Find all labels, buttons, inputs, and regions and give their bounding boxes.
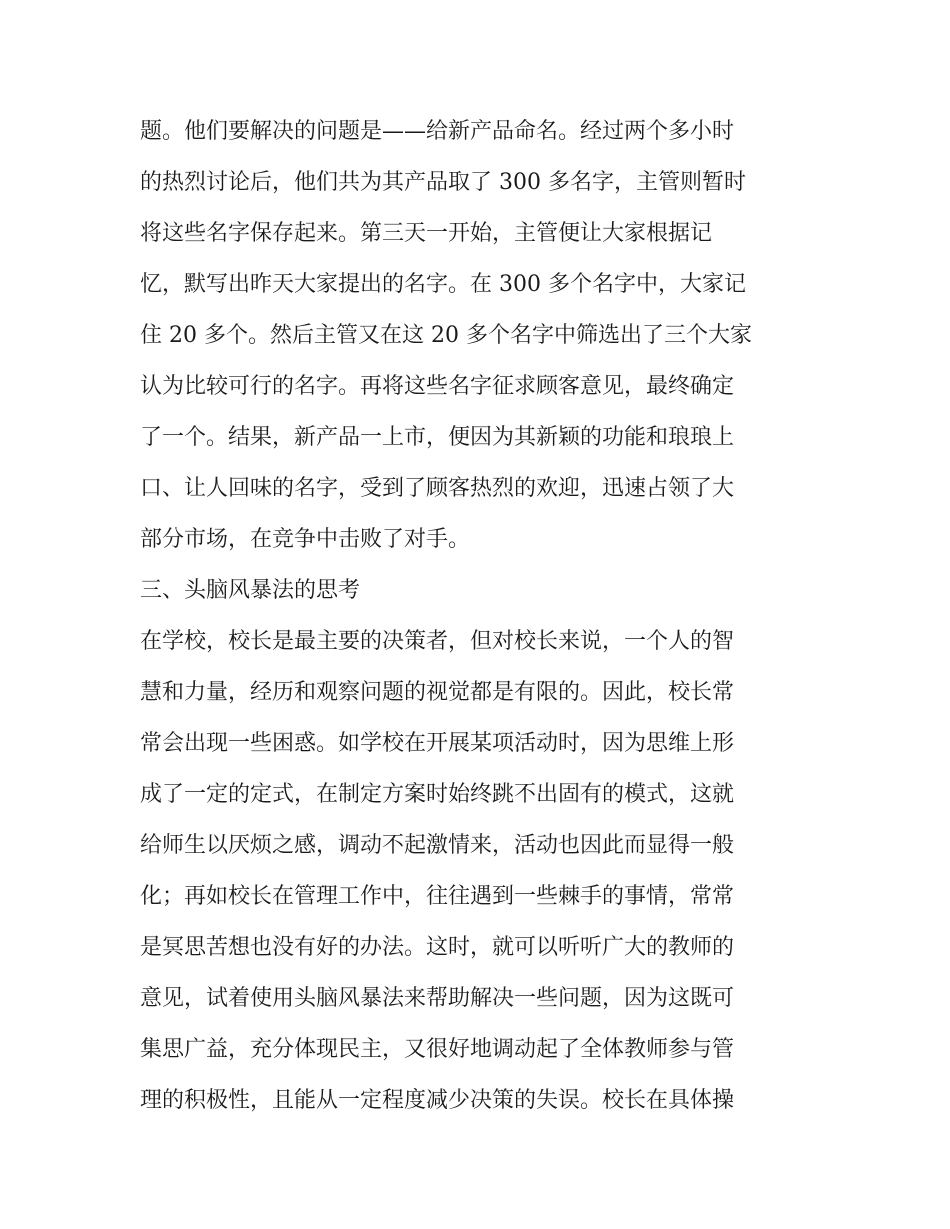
text-line: 部分市场，在竞争中击败了对手。 [140,527,471,552]
text-line: 了一个。结果，新产品一上市，便因为其新颖的功能和琅琅上 [140,425,735,450]
text-line: 理的积极性，且能从一定程度减少决策的失误。校长在具体操 [140,1088,735,1113]
text-line: 认为比较可行的名字。再将这些名字征求顾客意见，最终确定 [140,374,735,399]
text-line: 慧和力量，经历和观察问题的视觉都是有限的。因此，校长常 [140,680,735,705]
text-line: 在学校，校长是最主要的决策者，但对校长来说，一个人的智 [140,629,735,654]
text-line: 将这些名字保存起来。第三天一开始，主管便让大家根据记 [140,221,713,246]
text-line: 忆，默写出昨天大家提出的名字。在 300 多个名字中，大家记 [140,272,746,297]
text-line: 意见，试着使用头脑风暴法来帮助解决一些问题，因为这既可 [140,986,735,1011]
text-line: 的热烈讨论后，他们共为其产品取了 300 多名字，主管则暂时 [140,170,746,195]
section-heading: 三、头脑风暴法的思考 [140,578,361,603]
text-line: 是冥思苦想也没有好的办法。这时，就可以听听广大的教师的 [140,935,735,960]
text-line: 集思广益，充分体现民主，又很好地调动起了全体教师参与管 [140,1037,735,1062]
text-line: 口、让人回味的名字，受到了顾客热烈的欢迎，迅速占领了大 [140,476,735,501]
body-text [140,106,816,1126]
text-line: 题。他们要解决的问题是——给新产品命名。经过两个多小时 [140,119,735,144]
text-line: 常会出现一些困惑。如学校在开展某项活动时，因为思维上形 [140,731,735,756]
text-line: 化；再如校长在管理工作中，往往遇到一些棘手的事情，常常 [140,884,735,909]
text-line: 住 20 多个。然后主管又在这 20 多个名字中筛选出了三个大家 [140,323,752,348]
text-line: 给师生以厌烦之感，调动不起激情来，活动也因此而显得一般 [140,833,735,858]
text-line: 成了一定的定式，在制定方案时始终跳不出固有的模式，这就 [140,782,735,807]
